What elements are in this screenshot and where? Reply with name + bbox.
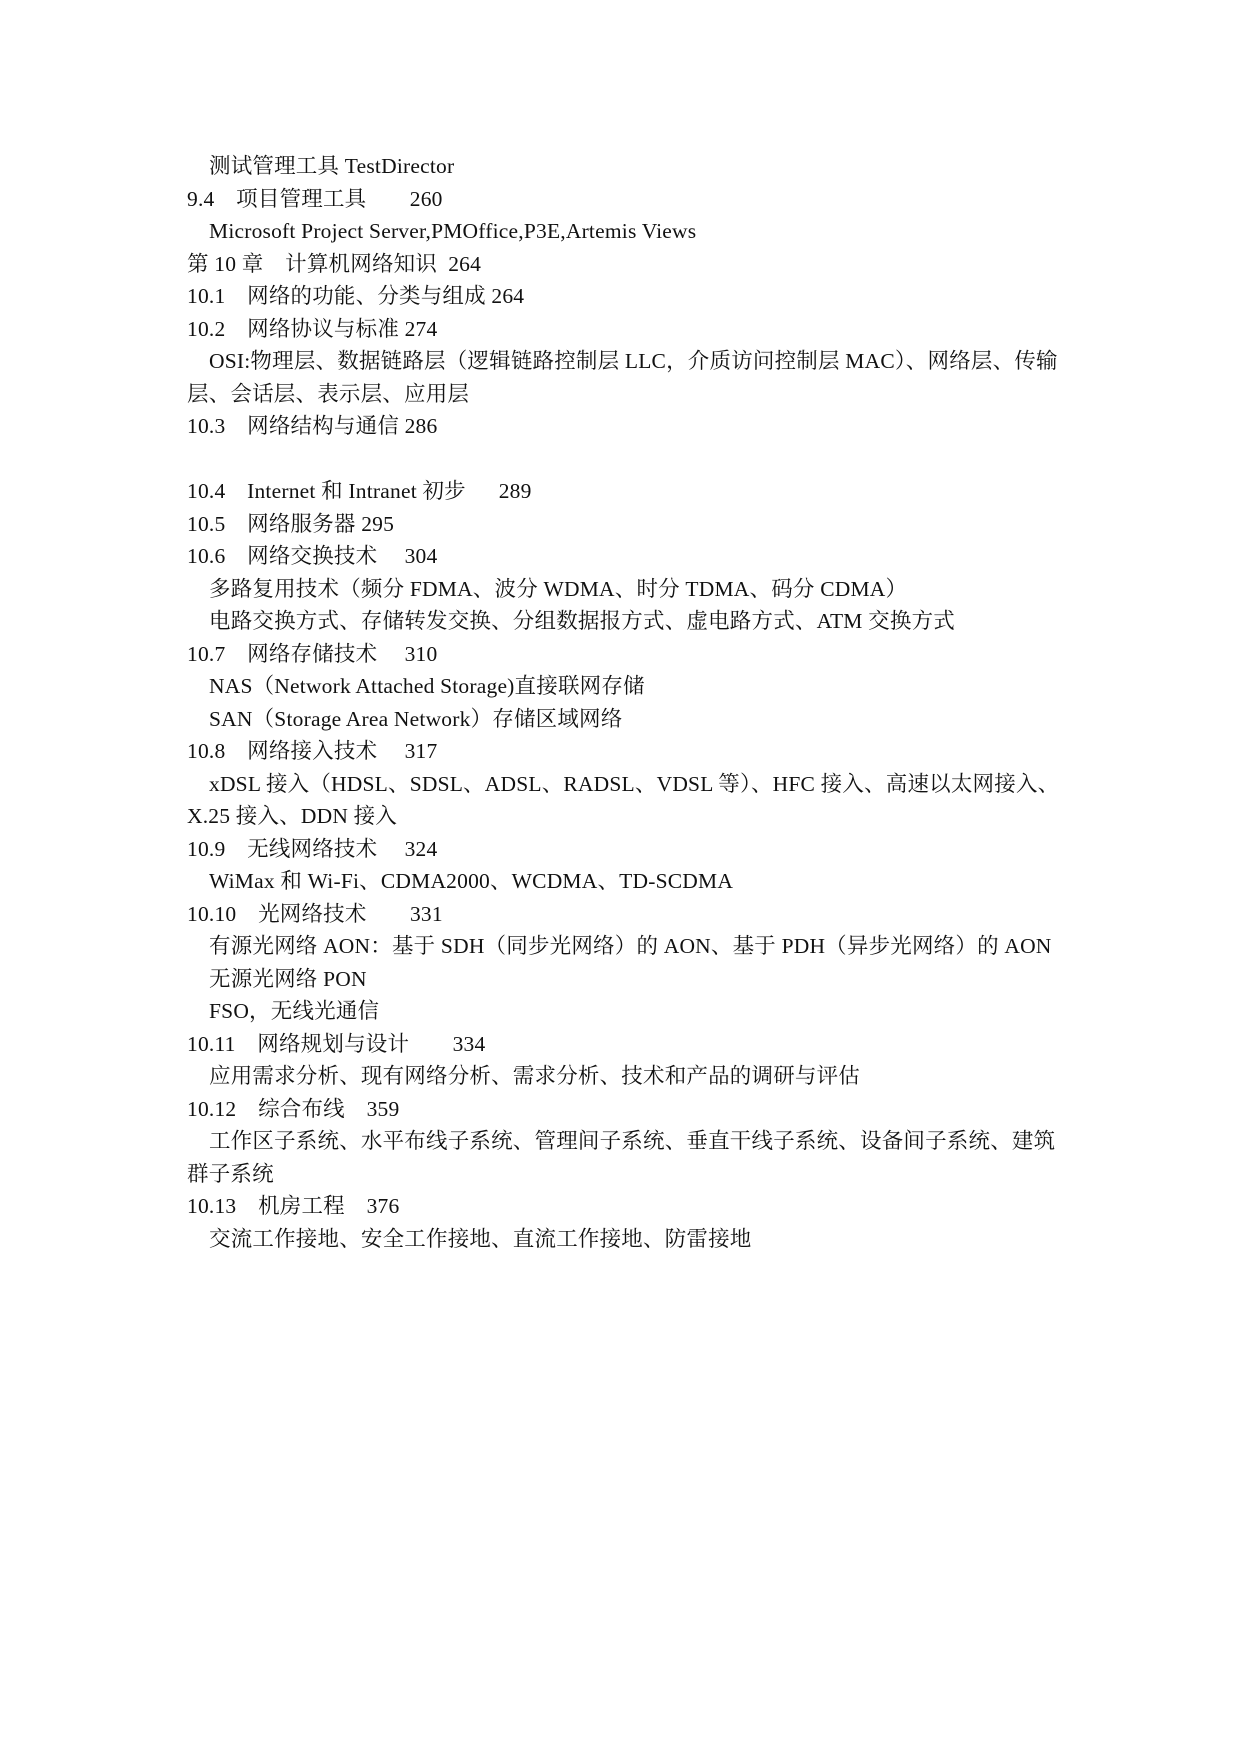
section-heading: 10.7 网络存储技术 310 — [187, 641, 438, 666]
section-heading: 9.4 项目管理工具 260 — [187, 186, 443, 211]
text-line: FSO，无线光通信 — [209, 999, 380, 1023]
chapter-heading: 第 10 章 计算机网络知识 264 — [187, 251, 482, 276]
section-heading: 10.12 综合布线 359 — [187, 1096, 400, 1121]
section-heading: 10.2 网络协议与标准 274 — [187, 316, 438, 341]
section-heading: 10.5 网络服务器 295 — [187, 511, 395, 536]
blank-line — [187, 443, 1067, 476]
text-line: 电路交换方式、存储转发交换、分组数据报方式、虚电路方式、ATM 交换方式 — [209, 609, 955, 633]
section-heading: 10.1 网络的功能、分类与组成 264 — [187, 284, 525, 308]
document-page — [187, 150, 1067, 1255]
text-line: 无源光网络 PON — [209, 966, 367, 991]
section-heading: 10.4 Internet 和 Intranet 初步 289 — [187, 479, 532, 503]
section-heading: 10.6 网络交换技术 304 — [187, 544, 438, 568]
text-line: 多路复用技术（频分 FDMA、波分 WDMA、时分 TDMA、码分 CDMA） — [209, 576, 908, 601]
section-heading: 10.10 光网络技术 331 — [187, 901, 443, 926]
section-heading: 10.13 机房工程 376 — [187, 1194, 400, 1218]
text-line: 有源光网络 AON：基于 SDH（同步光网络）的 AON、基于 PDH（异步光网络）的 AON — [209, 934, 1052, 958]
section-heading: 10.8 网络接入技术 317 — [187, 739, 438, 763]
text-line: NAS（Network Attached Storage)直接联网存储 — [209, 674, 645, 698]
text-paragraph: OSI:物理层、数据链路层（逻辑链路控制层 LLC，介质访问控制层 MAC）、网络层、传输层、会话层、表示层、应用层 — [187, 349, 1058, 406]
text-paragraph: xDSL 接入（HDSL、SDSL、ADSL、RADSL、VDSL 等）、HFC 接入、高速以太网接入、X.25 接入、DDN 接入 — [187, 771, 1060, 828]
text-line: Microsoft Project Server,PMOffice,P3E,Artemis Views — [209, 219, 697, 243]
section-heading: 10.9 无线网络技术 324 — [187, 836, 438, 861]
text-line: SAN（Storage Area Network）存储区域网络 — [209, 706, 623, 731]
text-paragraph: 工作区子系统、水平布线子系统、管理间子系统、垂直干线子系统、设备间子系统、建筑群子系统 — [187, 1129, 1056, 1186]
text-line: 交流工作接地、安全工作接地、直流工作接地、防雷接地 — [209, 1226, 752, 1251]
text-line: 测试管理工具 TestDirector — [209, 154, 455, 178]
section-heading: 10.11 网络规划与设计 334 — [187, 1031, 486, 1056]
section-heading: 10.3 网络结构与通信 286 — [187, 414, 438, 438]
text-line: WiMax 和 Wi-Fi、CDMA2000、WCDMA、TD-SCDMA — [209, 869, 734, 893]
text-line: 应用需求分析、现有网络分析、需求分析、技术和产品的调研与评估 — [209, 1064, 861, 1088]
